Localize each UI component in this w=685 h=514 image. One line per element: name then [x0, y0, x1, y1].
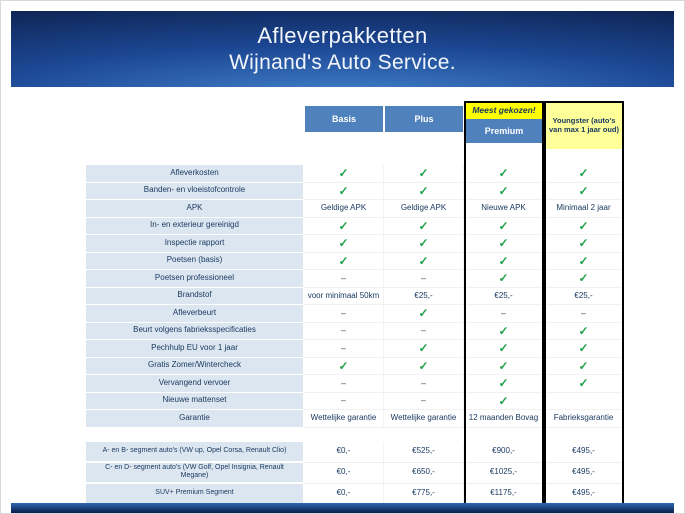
table-cell [464, 358, 544, 376]
row-label: Afleverkosten [86, 165, 304, 183]
check-icon: ✓ [418, 341, 429, 356]
table-cell [464, 183, 544, 201]
table-cell [384, 323, 464, 341]
table-cell [544, 235, 624, 253]
table-cell [304, 288, 384, 306]
check-icon: ✓ [338, 236, 349, 251]
dash-icon: – [340, 325, 346, 336]
table-cell [544, 358, 624, 376]
table-cell [384, 358, 464, 376]
table-row [86, 165, 624, 183]
row-label: In- en exterieur gereinigd [86, 218, 304, 236]
header-spacer [86, 101, 304, 149]
check-icon: ✓ [498, 236, 509, 251]
table-cell [384, 484, 464, 505]
table-cell [384, 235, 464, 253]
dash-icon: – [340, 377, 346, 388]
cell-value: €525,- [412, 446, 435, 456]
check-icon: ✓ [498, 341, 509, 356]
row-label: Afleverbeurt [86, 305, 304, 323]
column-header-premium-label: Premium [464, 119, 544, 143]
table-cell [384, 253, 464, 271]
table-row [86, 270, 624, 288]
column-header-premium [464, 101, 544, 149]
table-cell [544, 200, 624, 218]
pricing-gap [86, 428, 624, 442]
dash-icon: – [420, 272, 426, 283]
cell-value: €0,- [336, 446, 351, 456]
table-cell [384, 200, 464, 218]
table-row [86, 393, 624, 411]
table-cell [464, 305, 544, 323]
cell-value: Minimaal 2 jaar [556, 203, 611, 213]
check-icon: ✓ [498, 166, 509, 181]
table-cell [464, 288, 544, 306]
dash-icon: – [500, 307, 506, 318]
check-icon: ✓ [418, 253, 429, 268]
check-icon: ✓ [338, 218, 349, 233]
cell-value: €775,- [412, 488, 435, 498]
table-cell [464, 410, 544, 428]
table-cell [544, 393, 624, 411]
cell-value: €25,- [574, 290, 593, 300]
header-gap [86, 149, 624, 165]
row-label: Garantie [86, 410, 304, 428]
row-label: Poetsen professioneel [86, 270, 304, 288]
table-row [86, 484, 624, 505]
row-label: Inspectie rapport [86, 235, 304, 253]
bottom-bar [11, 503, 674, 513]
table-cell [384, 218, 464, 236]
cell-value: €25,- [494, 290, 513, 300]
table-row [86, 358, 624, 376]
check-icon: ✓ [498, 323, 509, 338]
cell-value: Wettelijke garantie [390, 413, 457, 423]
check-icon: ✓ [578, 271, 589, 286]
table-row [86, 288, 624, 306]
check-icon: ✓ [338, 358, 349, 373]
check-icon: ✓ [498, 253, 509, 268]
check-icon: ✓ [338, 166, 349, 181]
row-label: Vervangend vervoer [86, 375, 304, 393]
table-cell [384, 375, 464, 393]
table-cell [304, 200, 384, 218]
cell-value: €25,- [414, 290, 433, 300]
table-cell [544, 463, 624, 484]
check-icon: ✓ [578, 341, 589, 356]
table-row [86, 375, 624, 393]
table-cell [384, 305, 464, 323]
table-cell [304, 393, 384, 411]
cell-value: Geldige APK [400, 203, 447, 213]
table-cell [304, 235, 384, 253]
cell-value: €1025,- [489, 467, 518, 477]
table-cell [304, 305, 384, 323]
check-icon: ✓ [578, 358, 589, 373]
column-header-plus [384, 101, 464, 149]
column-header-youngster [544, 101, 624, 149]
table-cell [544, 375, 624, 393]
table-cell [464, 393, 544, 411]
check-icon: ✓ [578, 253, 589, 268]
table-row [86, 323, 624, 341]
check-icon: ✓ [338, 183, 349, 198]
table-cell [304, 218, 384, 236]
column-header-youngster-label: Youngster (auto's van max 1 jaar oud) [548, 115, 620, 134]
cell-value: €650,- [412, 467, 435, 477]
dash-icon: – [420, 325, 426, 336]
table-cell [464, 235, 544, 253]
table-cell [304, 463, 384, 484]
cell-value: €495,- [572, 446, 595, 456]
dash-icon: – [340, 342, 346, 353]
table-cell [304, 270, 384, 288]
table-cell [304, 442, 384, 463]
table-row [86, 340, 624, 358]
table-row [86, 235, 624, 253]
table-cell [544, 484, 624, 505]
table-cell [464, 375, 544, 393]
header-row [86, 101, 624, 149]
check-icon: ✓ [418, 166, 429, 181]
comparison-table [86, 101, 624, 505]
table-cell [304, 375, 384, 393]
table-cell [544, 165, 624, 183]
column-header-basis [304, 101, 384, 149]
row-label: APK [86, 200, 304, 218]
column-header-plus-label: Plus [385, 106, 463, 132]
table-cell [464, 200, 544, 218]
table-cell [304, 183, 384, 201]
cell-value: voor minimaal 50km [307, 290, 380, 300]
cell-value: €495,- [572, 467, 595, 477]
table-cell [384, 410, 464, 428]
dash-icon: – [420, 395, 426, 406]
dash-icon: – [340, 395, 346, 406]
table-cell [304, 323, 384, 341]
cell-value: €900,- [492, 446, 515, 456]
check-icon: ✓ [578, 166, 589, 181]
cell-value: €495,- [572, 488, 595, 498]
table-cell [384, 288, 464, 306]
table-cell [384, 463, 464, 484]
feature-rows [86, 165, 624, 428]
most-chosen-badge: Meest gekozen! [464, 101, 544, 119]
check-icon: ✓ [578, 323, 589, 338]
check-icon: ✓ [418, 306, 429, 321]
cell-value: 12 maanden Bovag [468, 413, 539, 423]
check-icon: ✓ [498, 183, 509, 198]
page-subtitle: Wijnand's Auto Service. [229, 51, 456, 74]
table-cell [544, 183, 624, 201]
table-cell [384, 165, 464, 183]
table-cell [464, 218, 544, 236]
table-cell [544, 253, 624, 271]
table-cell [464, 442, 544, 463]
table-row [86, 253, 624, 271]
row-label: A- en B- segment auto's (VW up, Opel Corsa, Renault Clio) [86, 442, 304, 463]
table-cell [464, 165, 544, 183]
table-cell [304, 484, 384, 505]
page-title: Afleverpakketten [257, 23, 428, 48]
table-cell [544, 288, 624, 306]
table-cell [544, 410, 624, 428]
cell-value: €0,- [336, 488, 351, 498]
row-label: Banden- en vloeistofcontrole [86, 183, 304, 201]
dash-icon: – [340, 272, 346, 283]
table-cell [544, 323, 624, 341]
table-cell [384, 270, 464, 288]
cell-value: Nieuwe APK [481, 203, 526, 213]
table-cell [384, 442, 464, 463]
table-row [86, 200, 624, 218]
check-icon: ✓ [498, 358, 509, 373]
check-icon: ✓ [578, 183, 589, 198]
row-label: Gratis Zomer/Wintercheck [86, 358, 304, 376]
dash-icon: – [580, 307, 586, 318]
cell-value: €0,- [336, 467, 351, 477]
table-cell [384, 393, 464, 411]
price-rows [86, 442, 624, 505]
table-cell [304, 358, 384, 376]
row-label: Pechhulp EU voor 1 jaar [86, 340, 304, 358]
table-cell [304, 340, 384, 358]
table-cell [304, 165, 384, 183]
check-icon: ✓ [498, 271, 509, 286]
table-cell [544, 340, 624, 358]
table-cell [384, 340, 464, 358]
check-icon: ✓ [418, 183, 429, 198]
dash-icon: – [340, 307, 346, 318]
check-icon: ✓ [578, 218, 589, 233]
check-icon: ✓ [338, 253, 349, 268]
table-cell [544, 270, 624, 288]
table-cell [544, 218, 624, 236]
row-label: Poetsen (basis) [86, 253, 304, 271]
table-cell [464, 484, 544, 505]
row-label: SUV+ Premium Segment [86, 484, 304, 505]
cell-value: Fabrieksgarantie [553, 413, 614, 423]
row-label: Beurt volgens fabrieksspecificaties [86, 323, 304, 341]
check-icon: ✓ [498, 218, 509, 233]
table-cell [544, 442, 624, 463]
table-cell [464, 270, 544, 288]
check-icon: ✓ [418, 236, 429, 251]
cell-value: €1175,- [490, 488, 517, 498]
check-icon: ✓ [498, 376, 509, 391]
table-cell [544, 305, 624, 323]
check-icon: ✓ [418, 218, 429, 233]
check-icon: ✓ [418, 358, 429, 373]
column-header-basis-label: Basis [305, 106, 383, 132]
banner [11, 11, 674, 87]
check-icon: ✓ [578, 376, 589, 391]
row-label: Brandstof [86, 288, 304, 306]
row-label: C- en D- segment auto's (VW Golf, Opel Insignia, Renault Megane) [86, 463, 304, 484]
table-row [86, 218, 624, 236]
table-cell [304, 410, 384, 428]
check-icon: ✓ [578, 236, 589, 251]
dash-icon: – [420, 377, 426, 388]
table-row [86, 305, 624, 323]
table-cell [304, 253, 384, 271]
table-cell [464, 463, 544, 484]
table-cell [384, 183, 464, 201]
row-label: Nieuwe mattenset [86, 393, 304, 411]
table-cell [464, 323, 544, 341]
table-cell [464, 253, 544, 271]
table-row [86, 410, 624, 428]
check-icon: ✓ [498, 393, 509, 408]
table-row [86, 463, 624, 484]
table-row [86, 183, 624, 201]
cell-value: Geldige APK [320, 203, 367, 213]
table-row [86, 442, 624, 463]
table-cell [464, 340, 544, 358]
cell-value: Wettelijke garantie [310, 413, 377, 423]
